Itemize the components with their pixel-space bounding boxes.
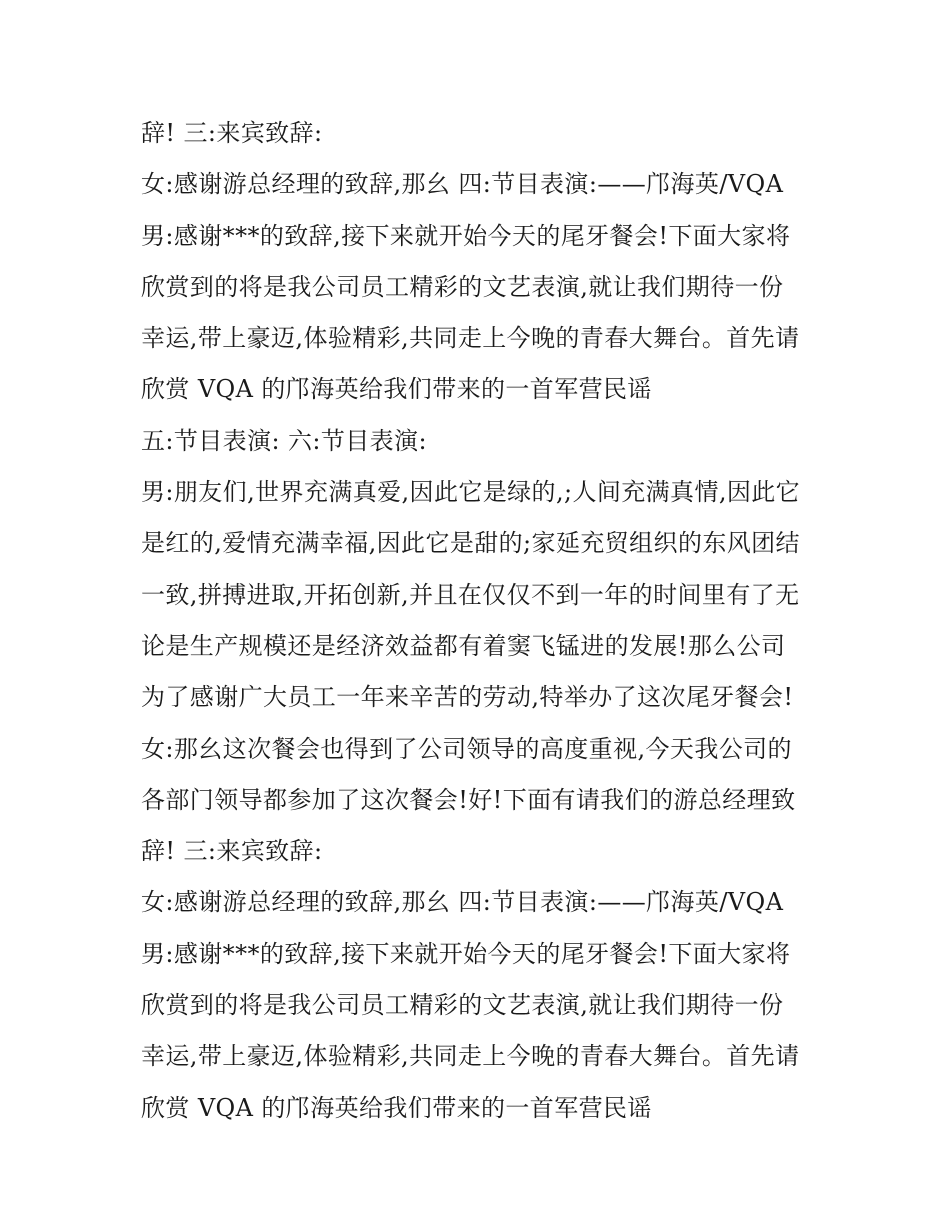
text-line: 欣赏到的将是我公司员工精彩的文艺表演,就让我们期待一份 — [141, 991, 784, 1020]
text-line: 男:感谢***的致辞,接下来就开始今天的尾牙餐会!下面大家将 — [141, 221, 791, 250]
text-line: 一致,拼搏进取,开拓创新,并且在仅仅不到一年的时间里有了无 — [141, 580, 800, 609]
text-line: 欣赏到的将是我公司员工精彩的文艺表演,就让我们期待一份 — [141, 272, 784, 301]
text-line: 女:感谢游总经理的致辞,那幺 四:节目表演:——邝海英/VQA — [141, 888, 784, 917]
text-line: 各部门领导都参加了这次餐会!好!下面有请我们的游总经理致 — [141, 785, 796, 814]
text-line: 辞! 三:来宾致辞: — [141, 837, 323, 866]
text-line: 幸运,带上豪迈,体验精彩,共同走上今晚的青春大舞台。首先请 — [141, 1042, 800, 1071]
text-line: 男:感谢***的致辞,接下来就开始今天的尾牙餐会!下面大家将 — [141, 939, 791, 968]
document-body — [141, 108, 821, 1134]
text-line: 男:朋友们,世界充满真爱,因此它是绿的,;人间充满真情,因此它 — [141, 478, 801, 507]
text-line: 欣赏 VQA 的邝海英给我们带来的一首军营民谣 — [141, 1093, 652, 1122]
text-line: 论是生产规模还是经济效益都有着窦飞锰进的发展!那么公司 — [141, 631, 786, 660]
text-line: 五:节目表演: 六:节目表演: — [141, 426, 427, 455]
text-line: 辞! 三:来宾致辞: — [141, 119, 323, 147]
text-line: 是红的,爱情充满幸福,因此它是甜的;家延充贸组织的东风团结 — [141, 529, 800, 558]
text-line: 幸运,带上豪迈,体验精彩,共同走上今晚的青春大舞台。首先请 — [141, 324, 800, 353]
text-line: 欣赏 VQA 的邝海英给我们带来的一首军营民谣 — [141, 375, 652, 404]
text-line: 女:那幺这次餐会也得到了公司领导的高度重视,今天我公司的 — [141, 734, 792, 763]
text-line: 为了感谢广大员工一年来辛苦的劳动,特举办了这次尾牙餐会! — [141, 683, 794, 712]
text-line: 女:感谢游总经理的致辞,那幺 四:节目表演:——邝海英/VQA — [141, 170, 784, 199]
